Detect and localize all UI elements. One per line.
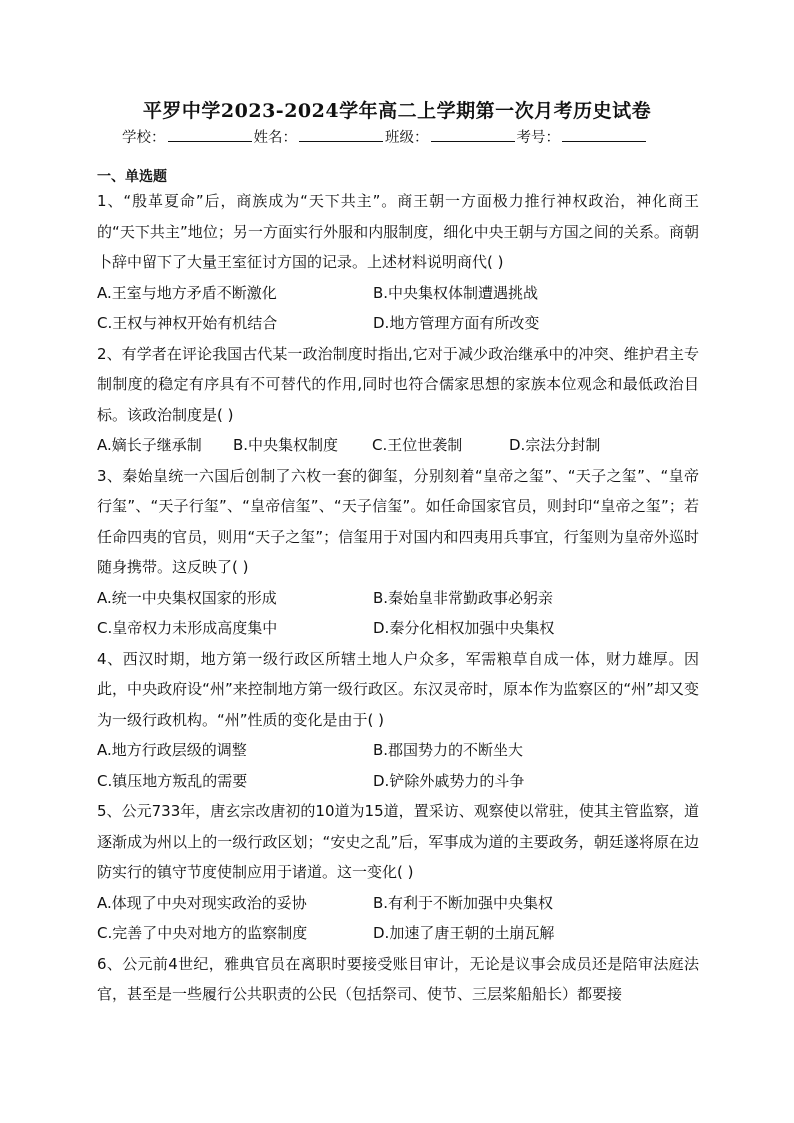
option[interactable]: B.郡国势力的不断坐大 (373, 741, 524, 759)
option[interactable]: C.皇帝权力未形成高度集中 (97, 619, 278, 637)
option[interactable]: D.宗法分封制 (509, 436, 601, 454)
option[interactable]: C.王权与神权开始有机结合 (97, 314, 278, 332)
question (97, 186, 699, 339)
options-grid (97, 888, 699, 949)
class-label: 班级： (385, 130, 429, 146)
option[interactable]: D.地方管理方面有所改变 (373, 314, 540, 332)
class-blank[interactable] (431, 127, 515, 142)
options-row (97, 430, 699, 461)
question-stem: 6、公元前4世纪，雅典官员在离职时要接受账目审计，无论是议事会成员还是陪审法庭法官，甚至是一些履行公共职责的公民（包括祭司、使节、三层桨船船长）都要接 (97, 954, 699, 1003)
question-stem: 5、公元733年，唐玄宗改唐初的10道为15道，置采访、观察使以常驻，使其主管监察，道逐渐成为州以上的一级行政区划；“安史之乱”后，军事成为道的主要政务，朝廷遂将原在边防实行的镇守节度使制应用于诸道。这一变化( ) (97, 802, 699, 881)
options-grid (97, 278, 699, 339)
option[interactable]: D.加速了唐王朝的土崩瓦解 (373, 924, 555, 942)
option[interactable]: A.嫡长子继承制 (97, 436, 202, 454)
option[interactable]: C.王位世袭制 (372, 436, 463, 454)
page-title: 平罗中学2023-2024学年高二上学期第一次月考历史试卷 (142, 100, 652, 122)
option[interactable]: B.秦始皇非常勤政事必躬亲 (373, 588, 554, 607)
question-stem: 3、秦始皇统一六国后创制了六枚一套的御玺，分别刻着“皇帝之玺”、“天子之玺”、“皇帝行玺”、“天子行玺”、“皇帝信玺”、“天子信玺”。如任命国家官员，则封印“皇帝之玺”；若任命四夷的官员，则用“天子之玺”；信玺用于对国内和四夷用兵事宜，行玺则为皇帝外巡时随身携带。这反映了( ) (97, 466, 699, 576)
option[interactable]: C.镇压地方叛乱的需要 (97, 771, 248, 790)
option[interactable]: D.铲除外戚势力的斗争 (373, 771, 525, 790)
option[interactable]: A.地方行政层级的调整 (97, 741, 247, 759)
question (97, 796, 699, 949)
option[interactable]: A.体现了中央对现实政治的妥协 (97, 893, 307, 912)
options-grid (97, 735, 699, 796)
exam-no-label: 考号： (516, 130, 560, 146)
option[interactable]: A.王室与地方矛盾不断激化 (97, 283, 277, 302)
options-grid (97, 583, 699, 644)
school-label: 学校： (122, 130, 166, 146)
option[interactable]: A.统一中央集权国家的形成 (97, 588, 277, 607)
question (97, 949, 699, 1010)
section-heading: 一、单选题 (97, 169, 167, 185)
question (97, 644, 699, 797)
option[interactable]: B.中央集权体制遭遇挑战 (373, 283, 539, 302)
option[interactable]: C.完善了中央对地方的监察制度 (97, 924, 308, 942)
school-blank[interactable] (168, 127, 252, 142)
name-blank[interactable] (299, 127, 383, 142)
student-info-line (122, 126, 648, 147)
question-stem: 4、西汉时期，地方第一级行政区所辖土地人户众多，军需粮草自成一体，财力雄厚。因此，中央政府设“州”来控制地方第一级行政区。东汉灵帝时，原本作为监察区的“州”却又变为一级行政机构。“州”性质的变化是由于( ) (97, 649, 699, 729)
question (97, 461, 699, 644)
option[interactable]: B.有利于不断加强中央集权 (373, 893, 554, 912)
option[interactable]: B.中央集权制度 (233, 436, 339, 454)
question (97, 339, 699, 461)
exam-no-blank[interactable] (562, 127, 646, 142)
option[interactable]: D.秦分化相权加强中央集权 (373, 619, 555, 637)
question-stem: 1、“殷革夏命”后，商族成为“天下共主”。商王朝一方面极力推行神权政治，神化商王的“天下共主”地位；另一方面实行外服和内服制度，细化中央王朝与方国之间的关系。商朝卜辞中留下了大量王室征讨方国的记录。上述材料说明商代( ) (97, 192, 699, 271)
name-label: 姓名： (253, 130, 297, 146)
questions-list (97, 186, 699, 1010)
question-stem: 2、有学者在评论我国古代某一政治制度时指出,它对于减少政治继承中的冲突、维护君主专制制度的稳定有序具有不可替代的作用,同时也符合儒家思想的家族本位观念和最低政治目标。该政治制度是( ) (97, 344, 699, 424)
